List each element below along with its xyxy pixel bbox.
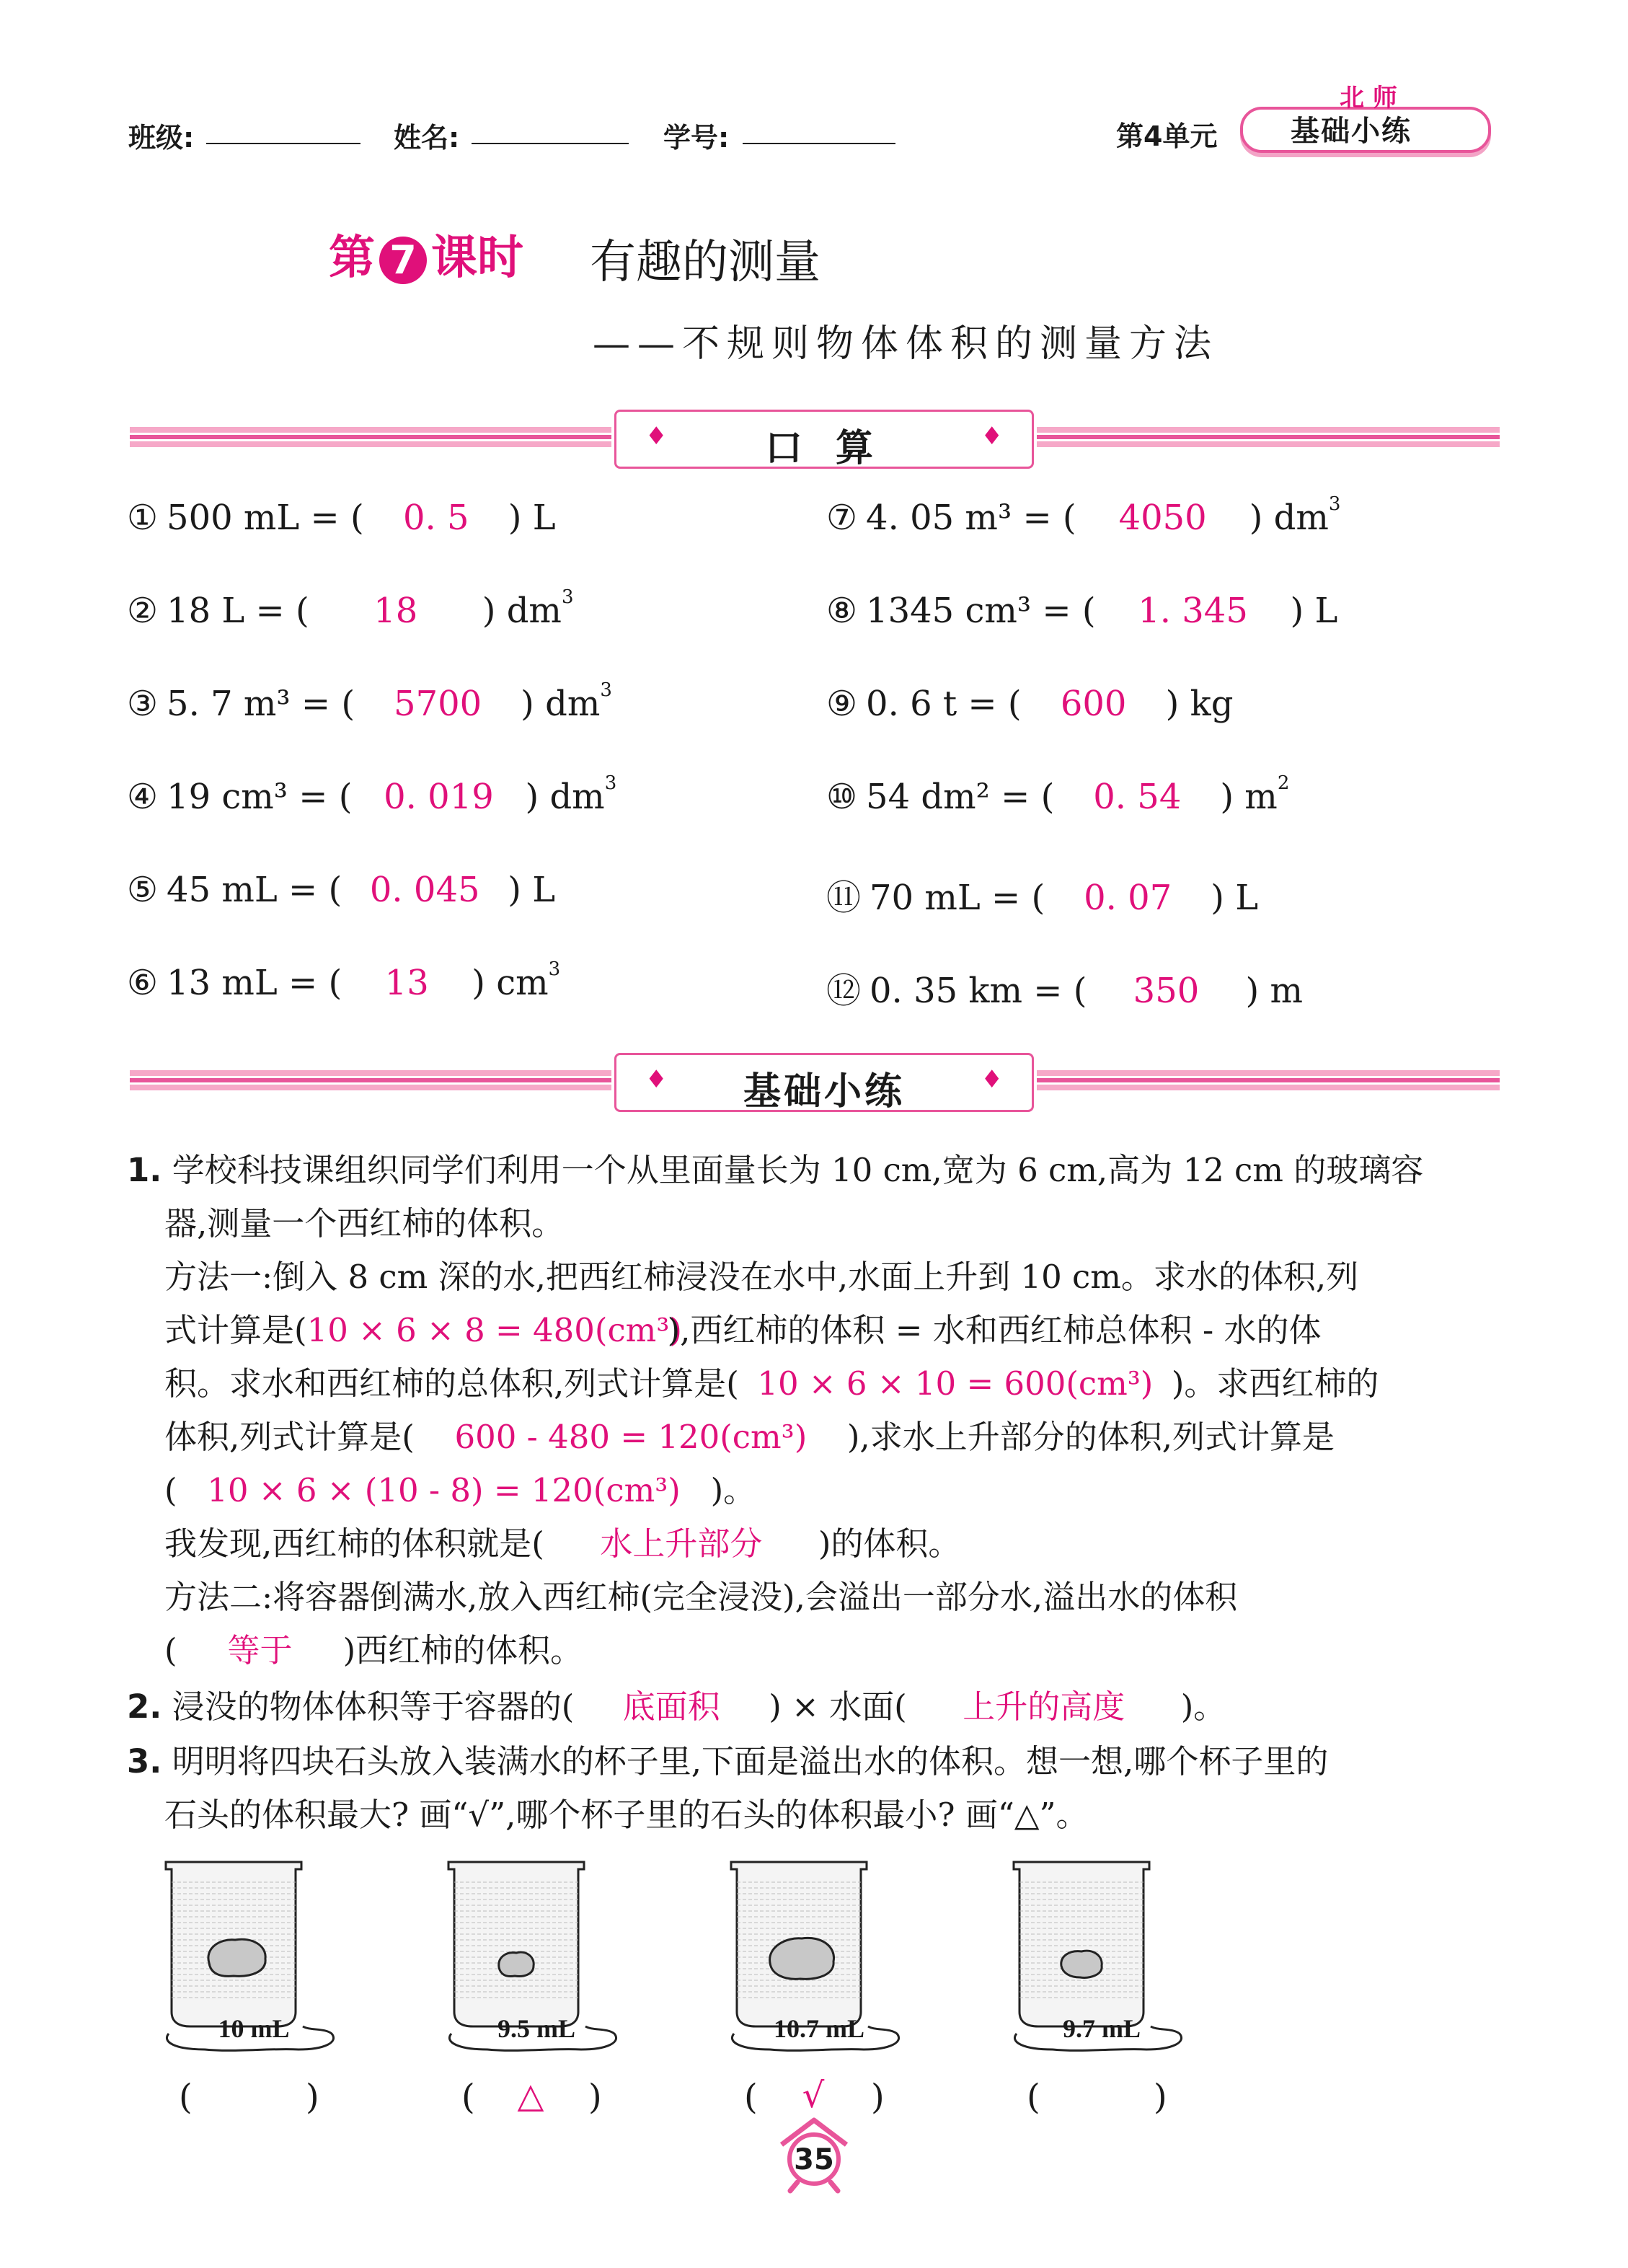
student-id-label: 学号: [663, 122, 730, 154]
answer-paren-close: ) [1154, 2077, 1167, 2117]
lesson-number-circle: 7 [379, 237, 427, 284]
oral-item-unit-exponent: 3 [548, 958, 561, 980]
oral-item-expression: 1345 cm³ = ( [866, 591, 1096, 631]
q1-answer-tomato-volume[interactable]: 600 - 480 = 120(cm³) [454, 1418, 808, 1456]
answer-paren-open: ( [179, 2077, 193, 2117]
q1-text: 式计算是( [164, 1311, 307, 1349]
q1-text: 积。求水和西红柿的总体积,列式计算是( [164, 1364, 739, 1403]
q1-text: ),求水上升部分的体积,列式计算是 [846, 1418, 1335, 1456]
oral-item-number: ⑥ [127, 963, 159, 1003]
oral-item-unit: ) dm [1249, 498, 1329, 538]
page-number-badge [774, 2114, 854, 2194]
oral-item [826, 591, 1337, 631]
oral-item-expression: 70 mL = ( [870, 878, 1045, 918]
answer-paren-open: ( [744, 2077, 758, 2117]
stone [1061, 1951, 1102, 1977]
basic-section-header [614, 1053, 1034, 1112]
oral-item-expression: 5. 7 m³ = ( [167, 684, 355, 724]
q1-line-1 [127, 1144, 1423, 1197]
class-label: 班级: [128, 122, 195, 154]
diamond-icon: ♦ [645, 1065, 668, 1094]
q1-answer-total-volume[interactable]: 10 × 6 × 10 = 600(cm³) [757, 1364, 1154, 1403]
name-label: 姓名: [394, 122, 460, 154]
q3-text: 明明将四块石头放入装满水的杯子里,下面是溢出水的体积。想一想,哪个杯子里的 [172, 1742, 1329, 1781]
q1-line-5 [164, 1357, 1379, 1411]
q2-text: )。 [1180, 1687, 1226, 1726]
q1-answer-rise-volume[interactable]: 10 × 6 × (10 - 8) = 120(cm³) [207, 1471, 681, 1509]
oral-item-expression: 54 dm² = ( [866, 777, 1055, 817]
oral-item [127, 870, 555, 910]
q1-answer-method2[interactable]: 等于 [227, 1631, 293, 1669]
oral-item-answer[interactable]: 0. 045 [369, 870, 480, 910]
oral-item-number: ⑫ [826, 971, 862, 1011]
oral-item-answer[interactable]: 1. 345 [1138, 591, 1248, 631]
q1-line-10 [164, 1624, 583, 1677]
oral-item-answer[interactable]: 600 [1060, 684, 1127, 724]
oral-item-number: ② [127, 591, 159, 631]
lesson-subtitle: ——不规则物体体积的测量方法 [593, 322, 1219, 366]
stone [208, 1939, 265, 1976]
q2-line [127, 1680, 1226, 1734]
q3-line-1 [127, 1735, 1328, 1788]
q1-line-2: 器,测量一个西红柿的体积。 [164, 1204, 565, 1243]
answer-paren-open: ( [461, 2077, 475, 2117]
q1-line-7 [164, 1464, 756, 1517]
oral-item-unit-exponent: 2 [1277, 772, 1290, 794]
oral-item-expression: 0. 6 t = ( [866, 684, 1022, 724]
oral-item-unit: ) dm [521, 684, 601, 724]
oral-item-expression: 18 L = ( [167, 591, 309, 631]
student-id-field[interactable] [743, 143, 895, 144]
oral-item-answer[interactable]: 5700 [394, 684, 482, 724]
oral-item [127, 586, 574, 631]
q1-line-3: 方法一:倒入 8 cm 深的水,把西红柿浸没在水中,水面上升到 10 cm。求水的体积,列 [164, 1258, 1359, 1296]
oral-item-answer[interactable]: 350 [1133, 971, 1200, 1011]
answer-paren-close: ) [306, 2077, 319, 2117]
oral-item [826, 684, 1233, 724]
oral-item-unit-exponent: 3 [600, 679, 612, 701]
oral-item-answer[interactable]: 0. 54 [1093, 777, 1182, 817]
basic-section-title: 基础小练 [743, 1070, 905, 1113]
oral-item-answer[interactable]: 0. 07 [1084, 878, 1172, 918]
oral-item-answer[interactable]: 0. 5 [402, 498, 469, 538]
oral-item-unit: ) cm [472, 963, 549, 1003]
oral-item-unit: ) dm [482, 591, 562, 631]
oral-item-unit-exponent: 3 [1328, 493, 1341, 515]
oral-item-number: ① [127, 498, 159, 538]
q1-text: ( [164, 1471, 177, 1509]
oral-item-number: ⑨ [826, 684, 858, 724]
oral-item-number: ⑦ [826, 498, 858, 538]
q1-text: 体积,列式计算是( [164, 1418, 415, 1456]
cup-answer-mark[interactable]: △ [517, 2075, 544, 2116]
lesson-suffix: 课时 [431, 231, 523, 285]
oral-item [826, 772, 1290, 817]
oral-item-unit: ) kg [1165, 684, 1234, 724]
oral-item [127, 679, 612, 724]
q1-text: )。 [710, 1471, 756, 1509]
oral-item-number: ⑩ [826, 777, 858, 817]
oral-item-expression: 500 mL = ( [167, 498, 364, 538]
answer-paren-close: ) [871, 2077, 885, 2117]
class-field[interactable] [206, 143, 360, 144]
answer-paren-open: ( [1027, 2077, 1040, 2117]
q1-text: 我发现,西红柿的体积就是( [164, 1524, 544, 1563]
oral-item-unit: ) m [1220, 777, 1278, 817]
oral-item-answer[interactable]: 18 [373, 591, 418, 631]
oral-item-number: ⑧ [826, 591, 858, 631]
diamond-icon: ♦ [981, 1065, 1003, 1094]
q1-line-6 [164, 1411, 1335, 1464]
q1-text: )。求西红柿的 [1171, 1364, 1379, 1403]
oral-item-expression: 4. 05 m³ = ( [866, 498, 1076, 538]
q2-text: ) × 水面( [769, 1687, 907, 1726]
oral-item [826, 963, 1303, 1012]
oral-item-unit: ) L [1211, 878, 1259, 918]
q1-text: )西红柿的体积。 [342, 1631, 583, 1669]
overflow-volume-label: 9.7 mL [1063, 2014, 1141, 2043]
oral-item-expression: 45 mL = ( [167, 870, 342, 910]
page-number: 35 [794, 2143, 834, 2176]
q1-number: 1. [127, 1151, 162, 1189]
q3-line-2: 石头的体积最大? 画“√”,哪个杯子里的石头的体积最小? 画“△”。 [164, 1796, 1089, 1834]
q1-text: ),西红柿的体积 = 水和西红柿总体积 - 水的体 [667, 1311, 1322, 1349]
q1-text: ( [164, 1631, 177, 1669]
oral-item-number: ③ [127, 684, 159, 724]
lesson-number [329, 221, 523, 287]
lesson-prefix: 第 [329, 231, 375, 285]
answer-paren-close: ) [588, 2077, 602, 2117]
q1-line-4 [164, 1304, 1322, 1357]
q1-text: 学校科技课组织同学们利用一个从里面量长为 10 cm,宽为 6 cm,高为 12 cm 的玻璃容 [172, 1151, 1424, 1189]
cup-answer-mark[interactable]: √ [802, 2075, 825, 2116]
oral-item-unit: ) dm [525, 777, 605, 817]
q2-answer-rise-height[interactable]: 上升的高度 [963, 1687, 1125, 1726]
q2-answer-base-area[interactable]: 底面积 [622, 1687, 720, 1726]
q3-number: 3. [127, 1742, 162, 1781]
overflow-volume-label: 9.5 mL [497, 2014, 575, 2043]
oral-item-number: ⑪ [826, 878, 862, 918]
q1-line-9: 方法二:将容器倒满水,放入西红柿(完全浸没),会溢出一部分水,溢出水的体积 [164, 1578, 1238, 1616]
diamond-icon: ♦ [981, 422, 1003, 451]
q2-text: 浸没的物体体积等于容器的( [172, 1687, 575, 1726]
oral-item-number: ④ [127, 777, 159, 817]
oral-section-title: 口 算 [764, 427, 884, 470]
oral-item-unit: ) L [508, 870, 556, 910]
q1-answer-water-volume[interactable]: 10 × 6 × 8 = 480(cm³) [306, 1311, 682, 1349]
q1-answer-discovery[interactable]: 水上升部分 [600, 1524, 763, 1563]
oral-section-header [614, 410, 1034, 469]
stone [770, 1938, 834, 1979]
oral-item [127, 958, 561, 1003]
oral-item-expression: 0. 35 km = ( [870, 971, 1087, 1011]
oral-item-answer[interactable]: 0. 019 [384, 777, 494, 817]
oral-item [127, 498, 556, 538]
oral-item [826, 493, 1341, 538]
oral-item-unit-exponent: 3 [561, 586, 574, 608]
oral-item-unit: ) m [1245, 971, 1303, 1011]
overflow-volume-label: 10.7 mL [774, 2014, 864, 2043]
oral-item-answer[interactable]: 4050 [1118, 498, 1207, 538]
oral-item-unit: ) L [508, 498, 556, 538]
name-field[interactable] [472, 143, 629, 144]
oral-item-expression: 13 mL = ( [167, 963, 342, 1003]
diamond-icon: ♦ [645, 422, 668, 451]
series-badge-publisher: 北 师 [1340, 84, 1397, 112]
lesson-title: 有趣的测量 [590, 236, 820, 289]
unit-tag: 第4单元 [1116, 120, 1218, 152]
oral-item [127, 772, 617, 817]
q1-text: )的体积。 [818, 1524, 961, 1563]
oral-item [826, 870, 1258, 919]
oral-item-unit-exponent: 3 [604, 772, 617, 794]
stone [499, 1952, 534, 1976]
q1-line-8 [164, 1517, 960, 1571]
oral-item-number: ⑤ [127, 870, 159, 910]
series-badge-title: 基础小练 [1291, 115, 1412, 148]
oral-item-expression: 19 cm³ = ( [167, 777, 353, 817]
q2-number: 2. [127, 1687, 162, 1726]
oral-item-answer[interactable]: 13 [384, 963, 429, 1003]
overflow-volume-label: 10 mL [218, 2014, 290, 2043]
oral-item-unit: ) L [1290, 591, 1338, 631]
